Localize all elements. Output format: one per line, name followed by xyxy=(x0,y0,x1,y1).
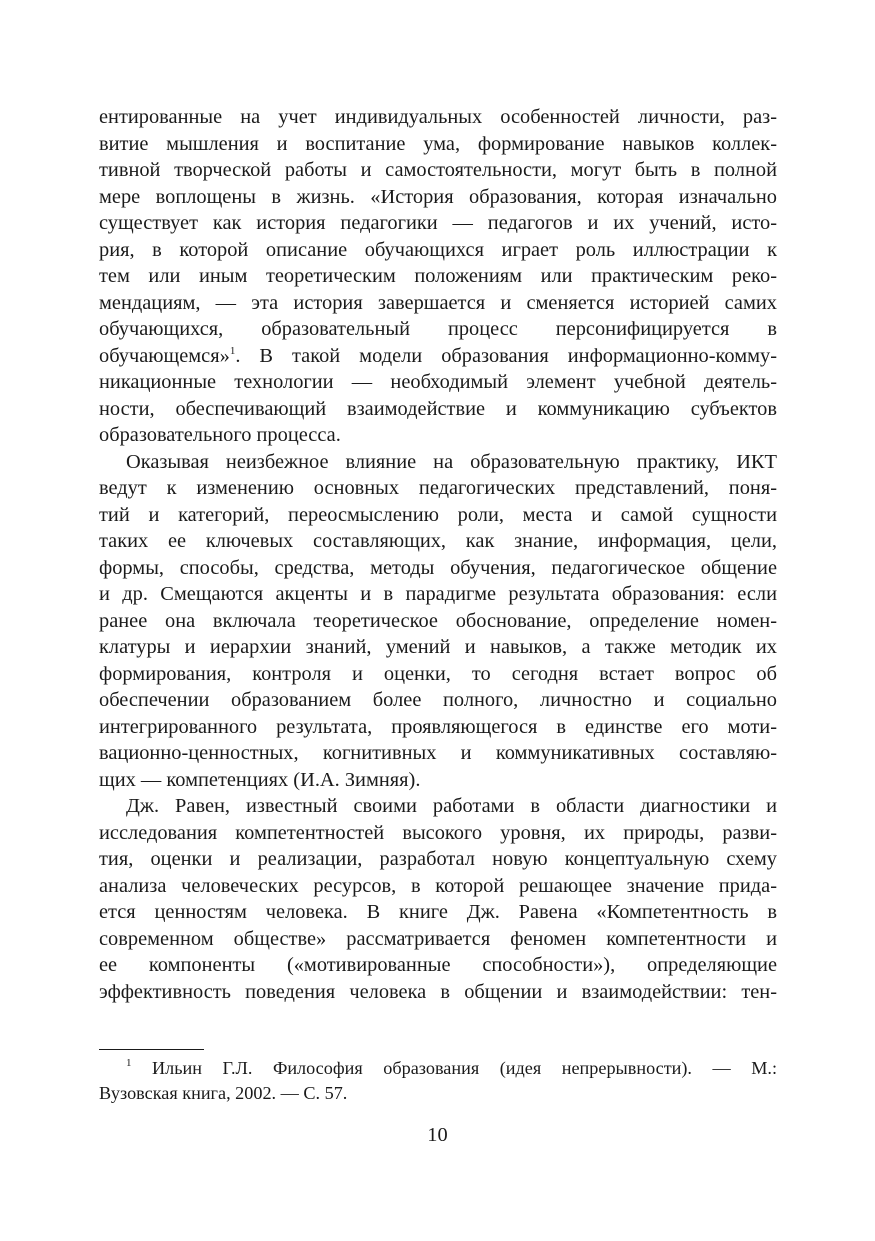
text-line: интегрированного результата, проявляющегося в единстве его моти- xyxy=(99,715,777,738)
paragraph-3 xyxy=(99,793,777,1005)
text-line: анализа человеческих ресурсов, в которой решающее значение прида- xyxy=(99,874,777,897)
text-line: ее компоненты («мотивированные способности»), определяющие xyxy=(99,954,777,976)
paragraph-1 xyxy=(99,104,777,449)
footnote-line xyxy=(99,1056,777,1081)
text-line: обучающихся, образовательный процесс персонифицируется в xyxy=(99,318,777,340)
text-line: образовательного процесса. xyxy=(99,424,341,446)
text-line: Дж. Равен, известный своими работами в области диагностики и xyxy=(126,795,777,817)
text-line: ведут к изменению основных педагогических представлений, поня- xyxy=(99,477,777,499)
footnote-divider xyxy=(99,1049,204,1050)
text-line: и др. Смещаются акценты и в парадигме результата образования: если xyxy=(99,583,777,605)
text-line: рия, в которой описание обучающихся играет роль иллюстрации к xyxy=(99,238,777,261)
text-line: вационно-ценностных, когнитивных и коммуникативных составляю- xyxy=(99,742,777,764)
text-line: ранее она включала теоретическое обоснование, определение номен- xyxy=(99,609,777,632)
text-line: таких ее ключевых составляющих, как знание, информация, цели, xyxy=(99,530,777,552)
text-line: мере воплощены в жизнь. «История образования, которая изначально xyxy=(99,185,777,208)
text-line-start: обучающемся» xyxy=(99,344,230,367)
text-line: тий и категорий, переосмыслению роли, места и самой сущности xyxy=(99,503,777,526)
text-line: клатуры и иерархии знаний, умений и навыков, а также методик их xyxy=(99,636,777,658)
text-line: ется ценностям человека. В книге Дж. Равена «Компетентность в xyxy=(99,901,777,923)
page-number: 10 xyxy=(427,1124,448,1146)
text-line: исследования компетентностей высокого уровня, их природы, разви- xyxy=(99,821,777,844)
text-line: существует как история педагогики — педагогов и их учений, исто- xyxy=(99,212,777,234)
text-line: тия, оценки и реализации, разработал новую концептуальную схему xyxy=(99,848,777,870)
text-line: эффективность поведения человека в общении и взаимодействии: тен- xyxy=(99,980,777,1003)
footnote xyxy=(99,1056,777,1106)
text-line: мендациям, — эта история завершается и сменяется историей самих xyxy=(99,291,777,314)
footnote-text: Ильин Г.Л. Философия образования (идея непрерывности). — М.: xyxy=(152,1058,777,1078)
text-line xyxy=(99,343,777,370)
text-line: формы, способы, средства, методы обучения, педагогическое общение xyxy=(99,556,777,579)
text-line: ности, обеспечивающий взаимодействие и коммуникацию субъектов xyxy=(99,397,777,420)
paragraph-2 xyxy=(99,449,777,794)
text-line: ентированные на учет индивидуальных особенностей личности, раз- xyxy=(99,106,777,128)
footnote-line: Вузовская книга, 2002. — С. 57. xyxy=(99,1083,348,1103)
text-line: обеспечении образованием более полного, личностно и социально xyxy=(99,689,777,711)
text-line-end: . В такой модели образования информационно-комму- xyxy=(235,344,777,367)
text-line: современном обществе» рассматривается феномен компетентности и xyxy=(99,927,777,950)
footnote-reference[interactable]: 1 xyxy=(229,344,236,357)
text-line: формирования, контроля и оценки, то сегодня встает вопрос об xyxy=(99,662,777,685)
text-line: щих — компетенциях (И.А. Зимняя). xyxy=(99,768,421,791)
footnote-marker: 1 xyxy=(126,1057,132,1069)
text-line: Оказывая неизбежное влияние на образовательную практику, ИКТ xyxy=(126,450,777,473)
text-line: витие мышления и воспитание ума, формирование навыков коллек- xyxy=(99,132,777,155)
page-body xyxy=(99,104,777,1005)
text-line: тем или иным теоретическим положениям или практическим реко- xyxy=(99,265,777,287)
text-line: никационные технологии — необходимый элемент учебной деятель- xyxy=(99,371,777,393)
text-line: тивной творческой работы и самостоятельности, могут быть в полной xyxy=(99,159,777,181)
